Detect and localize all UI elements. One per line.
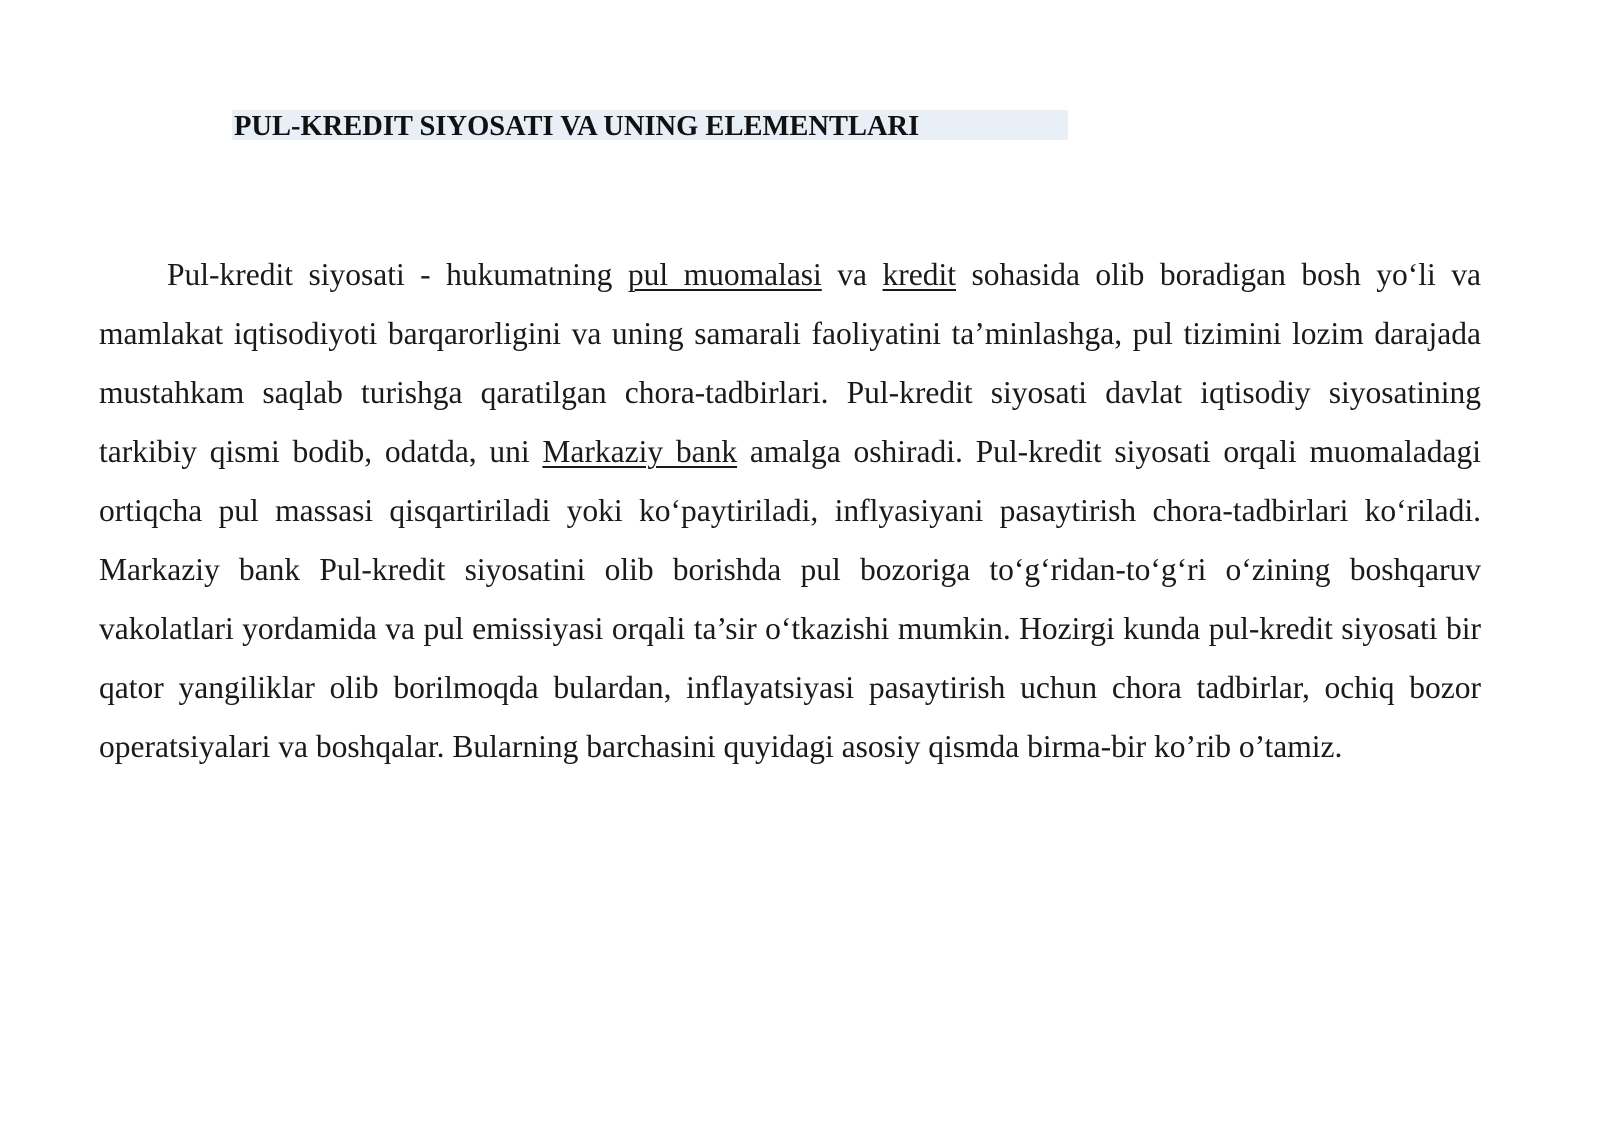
paragraph-text-2: va: [821, 257, 883, 292]
link-markaziy-bank[interactable]: Markaziy bank: [542, 434, 738, 469]
link-kredit[interactable]: kredit: [882, 257, 956, 292]
document-title: PUL-KREDIT SIYOSATI VA UNING ELEMENTLARI: [234, 111, 920, 142]
body-paragraph: [99, 245, 1481, 776]
paragraph-text-1: Pul-kredit siyosati - hukumatning: [167, 257, 628, 292]
paragraph-text-3: sohasida olib boradigan bosh yo‘li va mamlakat iqtisodiyoti barqarorligini va uning samarali faoliyatini ta’minlashga, pul tizimini lozim darajada mustahkam saqlab turishga qaratilgan chora-tadbirlari. Pul-kredit siyosati davlat iqtisodiy siyosatining tarkibiy qismi bodib, odatda, uni: [99, 257, 1481, 469]
link-pul-muomalasi[interactable]: pul muomalasi: [627, 257, 822, 292]
paragraph-text-4: amalga oshiradi. Pul-kredit siyosati orqali muomaladagi ortiqcha pul massasi qisqartiriladi yoki ko‘paytiriladi, inflyasiyani pasaytirish chora-tadbirlari ko‘riladi. Markaziy bank Pul-kredit siyosatini olib borishda pul bozoriga to‘g‘ridan-to‘g‘ri o‘zining boshqaruv vakolatlari yordamida va pul emissiyasi orqali ta’sir o‘tkazishi mumkin. Hozirgi kunda pul-kredit siyosati bir qator yangiliklar olib borilmoqda bulardan, inflayatsiyasi pasaytirish uchun chora tadbirlar, ochiq bozor operatsiyalari va boshqalar. Bularning barchasini quyidagi asosiy qismda birma-bir ko’rib o’tamiz.: [99, 434, 1481, 764]
